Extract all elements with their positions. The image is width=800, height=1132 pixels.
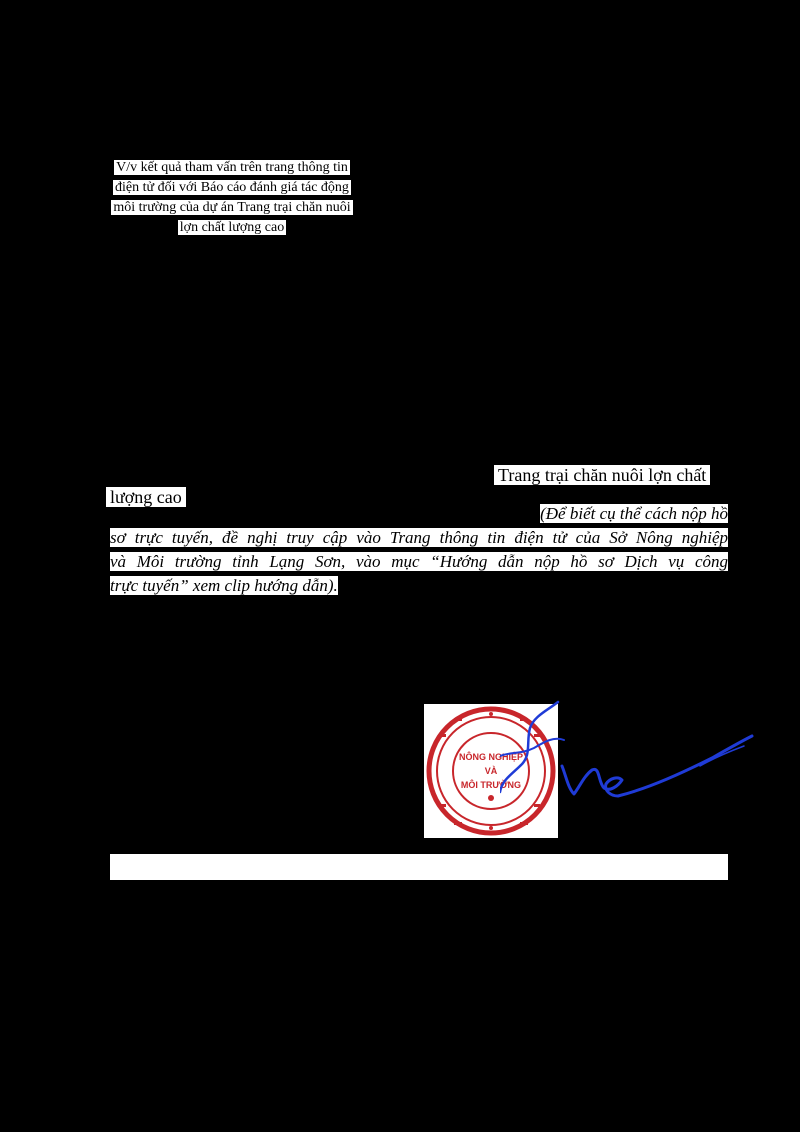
online-submission-note (110, 502, 728, 598)
project-name-line-1: Trang trại chăn nuôi lợn chất (494, 462, 710, 488)
signature (500, 696, 760, 826)
note-line-2: sơ trực tuyến, đề nghị truy cập vào Trang thông tin điện tử của Sở Nông nghiệp (110, 528, 728, 547)
subject-line-2: điện tử đối với Báo cáo đánh giá tác động (115, 180, 349, 195)
note-line-3: và Môi trường tỉnh Lạng Sơn, vào mục “Hướng dẫn nộp hồ sơ Dịch vụ công (110, 552, 728, 571)
subject-line-3: môi trường của dự án Trang trại chăn nuôi (113, 200, 351, 215)
seal-line-2: VÀ (484, 766, 498, 776)
seal-line-3: MÔI TRƯỜNG (460, 780, 522, 790)
note-line-1: (Để biết cụ thể cách nộp hồ (540, 504, 728, 523)
seal-line-1: NÔNG NGHIỆP (458, 752, 524, 762)
bottom-text-strip (110, 854, 728, 880)
subject-line-4: lợn chất lượng cao (179, 220, 285, 235)
project-name-line-2: lượng cao (106, 484, 186, 510)
note-line-4: trực tuyến” xem clip hướng dẫn). (110, 576, 338, 595)
subject-block (94, 158, 370, 238)
subject-line-1: V/v kết quả tham vấn trên trang thông tin (116, 160, 348, 175)
